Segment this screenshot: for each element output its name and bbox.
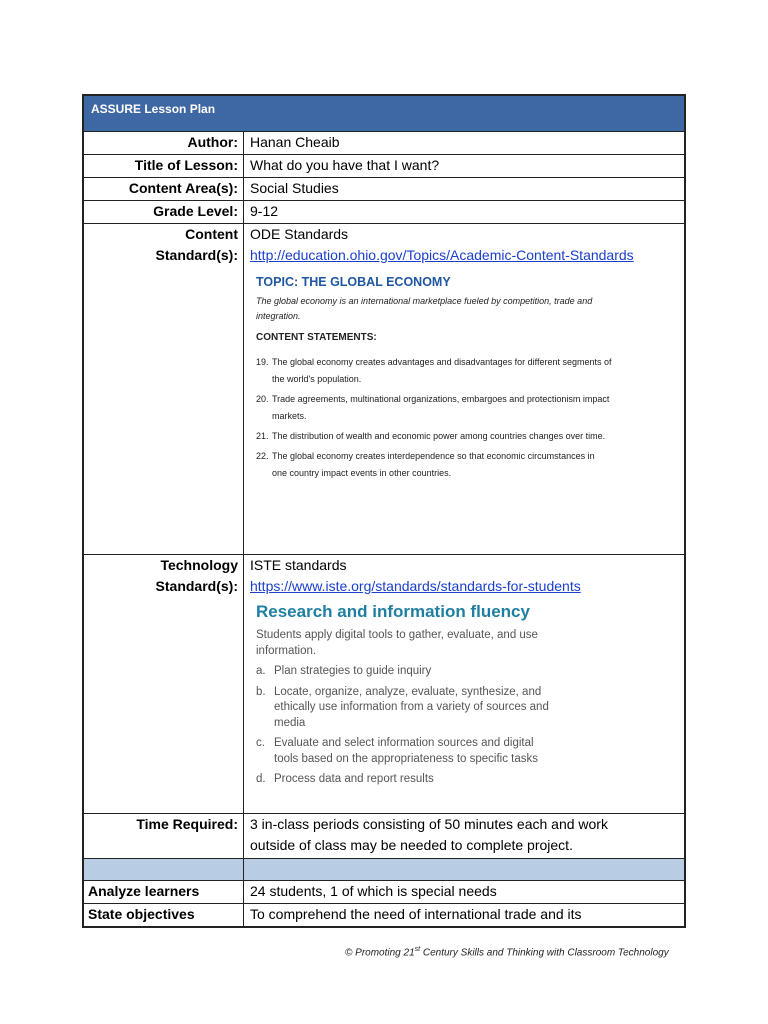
title-value: What do you have that I want? xyxy=(250,157,440,173)
iste-item-text: Process data and report results xyxy=(274,773,434,785)
iste-item-text: Plan strategies to guide inquiry xyxy=(274,665,432,677)
technology-standards-row xyxy=(84,555,684,814)
iste-standard-image xyxy=(250,597,684,788)
time-required-row xyxy=(84,814,684,859)
ode-statement-number: 20. xyxy=(256,394,269,404)
time-required-value xyxy=(244,814,684,858)
page-footer xyxy=(345,946,669,958)
technology-standards-value xyxy=(244,555,684,813)
content-area-label: Content Area(s): xyxy=(84,178,244,200)
iste-item xyxy=(256,772,684,788)
ode-statement-number: 21. xyxy=(256,431,269,441)
ode-standards-text: ODE Standards xyxy=(250,226,349,242)
time-required-label: Time Required: xyxy=(84,814,244,858)
technology-standards-label-line1: Technology xyxy=(160,557,238,573)
analyze-learners-row xyxy=(84,881,684,904)
lesson-plan-table xyxy=(82,94,686,928)
author-label: Author: xyxy=(84,132,244,154)
content-area-value: Social Studies xyxy=(250,180,339,196)
content-standards-label-line1: Content xyxy=(185,226,238,242)
technology-standards-label xyxy=(84,555,244,813)
content-area-row xyxy=(84,178,684,201)
divider-cell-left xyxy=(84,859,244,880)
iste-item-letter: c. xyxy=(256,737,265,749)
divider-cell-right xyxy=(244,859,684,880)
grade-value: 9-12 xyxy=(250,203,279,219)
content-standards-row xyxy=(84,224,684,555)
ode-statement-text: The global economy creates advantages and disadvantages for different segments of the world's population. xyxy=(272,357,612,384)
ode-content-statements-image xyxy=(250,266,684,482)
title-row xyxy=(84,155,684,178)
analyze-learners-value: 24 students, 1 of which is special needs xyxy=(250,883,497,899)
iste-item-letter: a. xyxy=(256,665,266,677)
technology-standards-label-line2: Standard(s): xyxy=(155,578,238,594)
ode-statement xyxy=(256,391,684,425)
iste-item xyxy=(256,685,684,732)
iste-item-text: Locate, organize, analyze, evaluate, synthesize, and ethically use information from a variety of sources and media xyxy=(274,685,549,729)
grade-label: Grade Level: xyxy=(84,201,244,223)
footer-superscript: st xyxy=(414,946,421,953)
plan-header xyxy=(84,96,684,132)
state-objectives-value: To comprehend the need of international trade and its xyxy=(250,906,582,922)
section-divider-row xyxy=(84,859,684,881)
ode-statement-number: 22. xyxy=(256,451,269,461)
ode-statement xyxy=(256,428,684,445)
analyze-learners-label: Analyze learners xyxy=(84,881,244,903)
state-objectives-label: State objectives xyxy=(84,904,244,926)
footer-prefix: © Promoting 21 xyxy=(345,947,415,959)
content-standards-value xyxy=(244,224,684,554)
time-required-line1: 3 in-class periods consisting of 50 minutes each and work xyxy=(250,816,608,832)
ode-standards-link[interactable]: http://education.ohio.gov/Topics/Academic-Content-Standards xyxy=(250,247,634,263)
content-standards-label-line2: Standard(s): xyxy=(155,247,238,263)
iste-title: Research and information fluency xyxy=(256,602,530,621)
author-row xyxy=(84,132,684,155)
iste-item xyxy=(256,736,684,767)
ode-statement xyxy=(256,448,684,482)
ode-statement xyxy=(256,354,684,388)
title-label: Title of Lesson: xyxy=(84,155,244,177)
iste-item-text: Evaluate and select information sources and digital tools based on the appropriateness to specific tasks xyxy=(274,737,539,765)
state-objectives-row xyxy=(84,904,684,926)
iste-item-letter: d. xyxy=(256,773,266,785)
ode-content-statements-heading: CONTENT STATEMENTS: xyxy=(256,332,377,343)
content-standards-label xyxy=(84,224,244,554)
iste-item xyxy=(256,664,684,680)
ode-statement-text: The global economy creates interdependence so that economic circumstances in one country impact events in other countries. xyxy=(272,451,595,478)
author-value: Hanan Cheaib xyxy=(250,134,340,150)
time-required-line2: outside of class may be needed to complete project. xyxy=(250,837,573,853)
ode-statement-text: Trade agreements, multinational organizations, embargoes and protectionism impact markets. xyxy=(272,394,610,421)
grade-row xyxy=(84,201,684,224)
ode-statement-number: 19. xyxy=(256,357,269,367)
iste-item-letter: b. xyxy=(256,685,266,698)
ode-topic: TOPIC: THE GLOBAL ECONOMY xyxy=(256,275,451,289)
footer-suffix: Century Skills and Thinking with Classroom Technology xyxy=(420,947,669,959)
iste-standards-text: ISTE standards xyxy=(250,557,347,573)
plan-title: ASSURE Lesson Plan xyxy=(91,102,216,116)
iste-standards-link[interactable]: https://www.iste.org/standards/standards-for-students xyxy=(250,578,581,594)
ode-description: The global economy is an international marketplace fueled by competition, trade and integration. xyxy=(256,296,593,321)
ode-statement-text: The distribution of wealth and economic power among countries changes over time. xyxy=(272,431,606,441)
iste-description: Students apply digital tools to gather, evaluate, and use information. xyxy=(256,629,538,657)
